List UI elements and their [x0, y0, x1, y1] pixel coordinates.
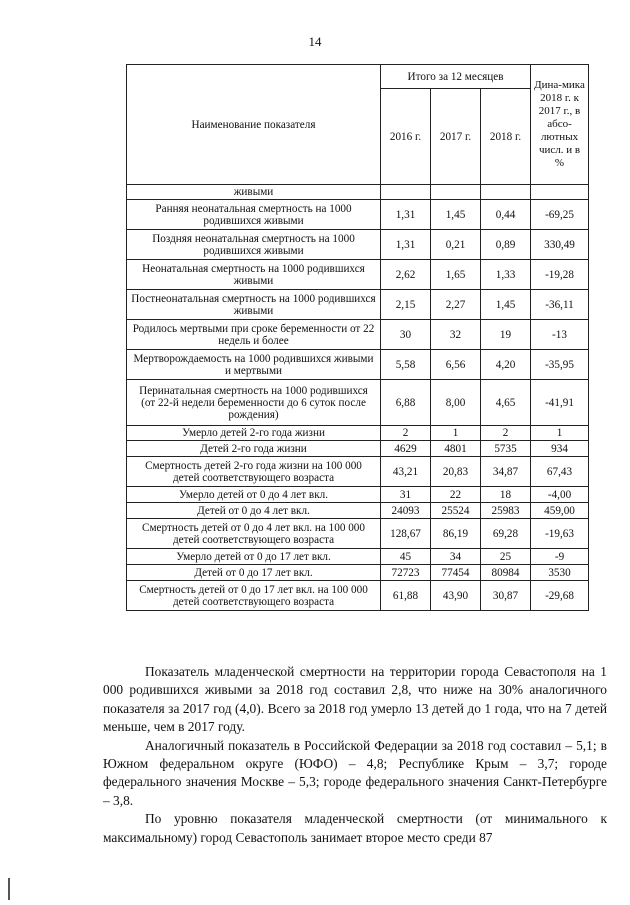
- dynamics-cell: 3530: [531, 565, 589, 581]
- page-number: 14: [308, 34, 322, 49]
- table-row: [127, 200, 589, 230]
- indicator-name-cell: Неонатальная смертность на 1000 родившихся живыми: [127, 260, 381, 290]
- header-dynamics: Дина-мика 2018 г. к 2017 г., в абсо-лютных числ. и в %: [531, 65, 589, 185]
- table-row: [127, 350, 589, 380]
- value-2017-cell: 34: [431, 549, 481, 565]
- header-year-2018: 2018 г.: [481, 89, 531, 185]
- value-2016-cell: 31: [381, 487, 431, 503]
- indicator-name-cell: Мертворождаемость на 1000 родившихся живыми и мертвыми: [127, 350, 381, 380]
- dynamics-cell: -69,25: [531, 200, 589, 230]
- header-year-2017: 2017 г.: [431, 89, 481, 185]
- value-2018-cell: 30,87: [481, 581, 531, 611]
- value-2016-cell: 43,21: [381, 457, 431, 487]
- value-2016-cell: 128,67: [381, 519, 431, 549]
- value-2018-cell: 19: [481, 320, 531, 350]
- value-2018-cell: 80984: [481, 565, 531, 581]
- table-row: [127, 549, 589, 565]
- scan-edge-mark: [8, 878, 10, 900]
- dynamics-cell: -35,95: [531, 350, 589, 380]
- value-2018-cell: 1,45: [481, 290, 531, 320]
- indicator-name-cell: Перинатальная смертность на 1000 родившихся (от 22-й недели беременности до 6 суток после рождения): [127, 380, 381, 426]
- indicator-name-cell: Детей от 0 до 17 лет вкл.: [127, 565, 381, 581]
- value-2017-cell: 2,27: [431, 290, 481, 320]
- value-2018-cell: 18: [481, 487, 531, 503]
- table-row: [127, 581, 589, 611]
- table-row: [127, 487, 589, 503]
- dynamics-cell: 330,49: [531, 230, 589, 260]
- dynamics-cell: -9: [531, 549, 589, 565]
- value-2016-cell: 2,15: [381, 290, 431, 320]
- value-2018-cell: 69,28: [481, 519, 531, 549]
- paragraph: Показатель младенческой смертности на территории города Севастополя на 1 000 родившихся живыми за 2018 год составил 2,8, что ниже на 30% аналогичного показателя за 2017 год (4,0). Всего за 2018 год умерло 13 детей до 1 года, что на 7 детей меньше, чем в 2017 году.: [103, 664, 607, 735]
- dynamics-cell: 67,43: [531, 457, 589, 487]
- value-2018-cell: 25983: [481, 503, 531, 519]
- indicator-name-cell: Детей от 0 до 4 лет вкл.: [127, 503, 381, 519]
- indicator-name-cell: Умерло детей от 0 до 17 лет вкл.: [127, 549, 381, 565]
- table-row: [127, 503, 589, 519]
- dynamics-cell: [531, 185, 589, 200]
- value-2016-cell: 4629: [381, 441, 431, 457]
- indicator-name-cell: Постнеонатальная смертность на 1000 родившихся живыми: [127, 290, 381, 320]
- dynamics-cell: -19,28: [531, 260, 589, 290]
- dynamics-cell: -36,11: [531, 290, 589, 320]
- table-row: [127, 380, 589, 426]
- table-row: [127, 290, 589, 320]
- value-2018-cell: 25: [481, 549, 531, 565]
- dynamics-cell: -41,91: [531, 380, 589, 426]
- table-row: [127, 519, 589, 549]
- dynamics-cell: -13: [531, 320, 589, 350]
- value-2016-cell: 5,58: [381, 350, 431, 380]
- value-2018-cell: 4,65: [481, 380, 531, 426]
- value-2018-cell: 4,20: [481, 350, 531, 380]
- value-2017-cell: 22: [431, 487, 481, 503]
- value-2017-cell: 4801: [431, 441, 481, 457]
- dynamics-cell: -4,00: [531, 487, 589, 503]
- indicator-name-cell: Родилось мертвыми при сроке беременности от 22 недель и более: [127, 320, 381, 350]
- value-2018-cell: 0,89: [481, 230, 531, 260]
- table-row: [127, 230, 589, 260]
- value-2018-cell: 34,87: [481, 457, 531, 487]
- value-2017-cell: 32: [431, 320, 481, 350]
- value-2017-cell: 1: [431, 426, 481, 441]
- value-2017-cell: 1,65: [431, 260, 481, 290]
- dynamics-cell: -29,68: [531, 581, 589, 611]
- indicator-name-cell: Ранняя неонатальная смертность на 1000 родившихся живыми: [127, 200, 381, 230]
- value-2016-cell: 45: [381, 549, 431, 565]
- dynamics-cell: 1: [531, 426, 589, 441]
- value-2016-cell: [381, 185, 431, 200]
- value-2017-cell: 77454: [431, 565, 481, 581]
- value-2018-cell: 1,33: [481, 260, 531, 290]
- indicator-name-cell: Умерло детей от 0 до 4 лет вкл.: [127, 487, 381, 503]
- table-row: [127, 320, 589, 350]
- indicator-name-cell: живыми: [127, 185, 381, 200]
- value-2016-cell: 72723: [381, 565, 431, 581]
- statistics-table: [126, 64, 589, 611]
- table-row: [127, 185, 589, 200]
- value-2017-cell: 0,21: [431, 230, 481, 260]
- indicator-name-cell: Смертность детей 2-го года жизни на 100 000 детей соответствующего возраста: [127, 457, 381, 487]
- table-row: [127, 565, 589, 581]
- dynamics-cell: 459,00: [531, 503, 589, 519]
- value-2016-cell: 24093: [381, 503, 431, 519]
- value-2016-cell: 1,31: [381, 200, 431, 230]
- value-2017-cell: 20,83: [431, 457, 481, 487]
- paragraph: Аналогичный показатель в Российской Федерации за 2018 год составил – 5,1; в Южном федеральном округе (ЮФО) – 4,8; Республике Крым – 3,7; городе федерального значения Москве – 5,3; городе федерального значения Санкт-Петербурге – 3,8.: [103, 737, 607, 808]
- value-2018-cell: [481, 185, 531, 200]
- value-2017-cell: 25524: [431, 503, 481, 519]
- value-2017-cell: 1,45: [431, 200, 481, 230]
- table-row: [127, 260, 589, 290]
- value-2018-cell: 0,44: [481, 200, 531, 230]
- header-year-2016: 2016 г.: [381, 89, 431, 185]
- indicator-name-cell: Детей 2-го года жизни: [127, 441, 381, 457]
- table-row: [127, 426, 589, 441]
- indicator-name-cell: Поздняя неонатальная смертность на 1000 родившихся живыми: [127, 230, 381, 260]
- value-2016-cell: 2,62: [381, 260, 431, 290]
- body-text: [103, 663, 607, 847]
- value-2016-cell: 30: [381, 320, 431, 350]
- dynamics-cell: 934: [531, 441, 589, 457]
- value-2017-cell: [431, 185, 481, 200]
- table-row: [127, 441, 589, 457]
- value-2016-cell: 61,88: [381, 581, 431, 611]
- value-2017-cell: 86,19: [431, 519, 481, 549]
- header-indicator-name: Наименование показателя: [127, 65, 381, 185]
- dynamics-cell: -19,63: [531, 519, 589, 549]
- indicator-name-cell: Смертность детей от 0 до 17 лет вкл. на 100 000 детей соответствующего возраста: [127, 581, 381, 611]
- value-2017-cell: 8,00: [431, 380, 481, 426]
- value-2016-cell: 1,31: [381, 230, 431, 260]
- value-2016-cell: 6,88: [381, 380, 431, 426]
- indicator-name-cell: Смертность детей от 0 до 4 лет вкл. на 100 000 детей соответствующего возраста: [127, 519, 381, 549]
- value-2018-cell: 5735: [481, 441, 531, 457]
- table-row: [127, 457, 589, 487]
- value-2018-cell: 2: [481, 426, 531, 441]
- paragraph: По уровню показателя младенческой смертности (от минимального к максимальному) город Севастополь занимает второе место среди 87: [103, 811, 607, 845]
- value-2017-cell: 43,90: [431, 581, 481, 611]
- header-period: Итого за 12 месяцев: [381, 65, 531, 89]
- indicator-name-cell: Умерло детей 2-го года жизни: [127, 426, 381, 441]
- value-2016-cell: 2: [381, 426, 431, 441]
- value-2017-cell: 6,56: [431, 350, 481, 380]
